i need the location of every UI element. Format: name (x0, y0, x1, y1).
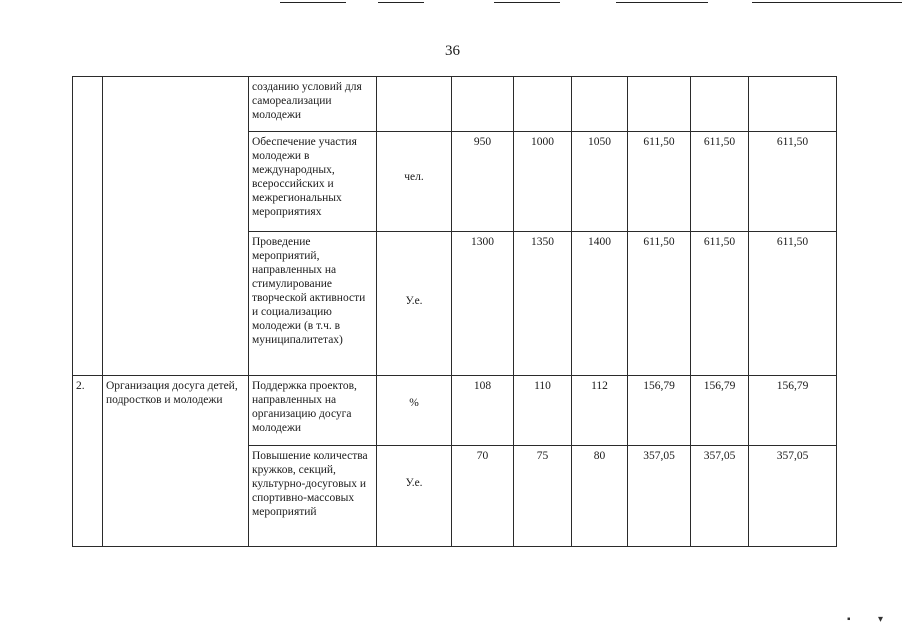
indicator-cell: Проведение мероприятий, направленных на стимулирование творческой активности и социализацию молодежи (в т.ч. в муниципалитетах) (249, 232, 377, 376)
funding-cell: 357,05 (691, 446, 749, 547)
funding-cell: 611,50 (628, 232, 691, 376)
funding-cell: 611,50 (691, 232, 749, 376)
top-edge-marks (0, 0, 905, 8)
funding-cell: 156,79 (628, 376, 691, 446)
funding-cell: 156,79 (749, 376, 837, 446)
value-cell: 75 (514, 446, 572, 547)
funding-cell: 611,50 (628, 132, 691, 232)
row-number-cell: 2. (73, 376, 103, 547)
row-number-cell (73, 77, 103, 376)
funding-cell: 156,79 (691, 376, 749, 446)
funding-cell (691, 77, 749, 132)
table-row (73, 376, 837, 446)
funding-cell: 611,50 (691, 132, 749, 232)
value-cell: 1350 (514, 232, 572, 376)
indicator-cell: Повышение количества кружков, секций, культурно-досуговых и спортивно-массовых мероприятий (249, 446, 377, 547)
value-cell: 108 (452, 376, 514, 446)
funding-cell (749, 77, 837, 132)
funding-cell: 357,05 (749, 446, 837, 547)
value-cell: 80 (572, 446, 628, 547)
funding-cell: 611,50 (749, 132, 837, 232)
unit-cell: У.е. (377, 446, 452, 547)
unit-cell: У.е. (377, 232, 452, 376)
value-cell: 70 (452, 446, 514, 547)
value-cell: 1300 (452, 232, 514, 376)
value-cell: 110 (514, 376, 572, 446)
value-cell: 112 (572, 376, 628, 446)
direction-cell (103, 77, 249, 376)
value-cell (514, 77, 572, 132)
unit-cell (377, 77, 452, 132)
value-cell: 1000 (514, 132, 572, 232)
funding-cell: 611,50 (749, 232, 837, 376)
indicator-cell: Поддержка проектов, направленных на организацию досуга молодежи (249, 376, 377, 446)
value-cell (572, 77, 628, 132)
scan-speck: ▪ (847, 614, 851, 625)
unit-cell: чел. (377, 132, 452, 232)
funding-cell (628, 77, 691, 132)
direction-cell: Организация досуга детей, подростков и молодежи (103, 376, 249, 547)
page-number: 36 (445, 43, 460, 59)
value-cell: 1050 (572, 132, 628, 232)
value-cell: 1400 (572, 232, 628, 376)
indicator-cell: Обеспечение участия молодежи в международных, всероссийских и межрегиональных мероприятиях (249, 132, 377, 232)
funding-cell: 357,05 (628, 446, 691, 547)
unit-cell: % (377, 376, 452, 446)
table-row (73, 77, 837, 132)
value-cell: 950 (452, 132, 514, 232)
value-cell (452, 77, 514, 132)
indicator-cell: созданию условий для самореализации молодежи (249, 77, 377, 132)
scan-speck: ▾ (878, 614, 884, 625)
program-indicators-table (72, 76, 837, 547)
